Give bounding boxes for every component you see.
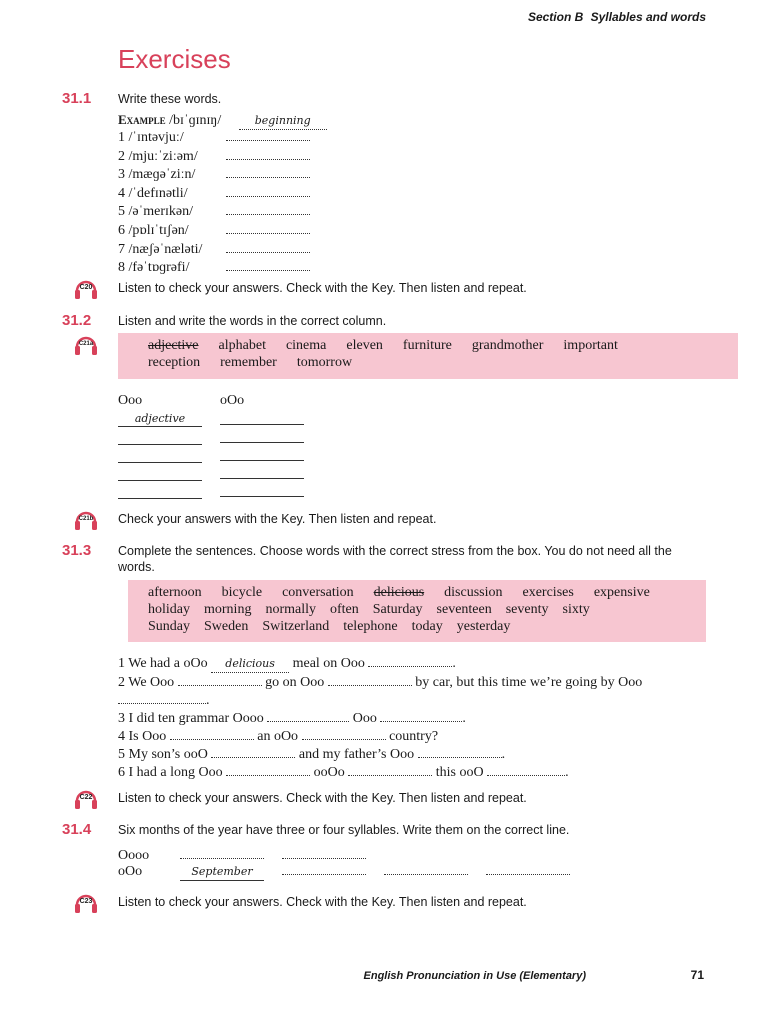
word-box-item: discussion bbox=[444, 585, 503, 600]
answer-blank[interactable] bbox=[226, 221, 310, 234]
svg-text:C21a: C21a bbox=[78, 341, 94, 347]
phonetic-item: 4 /ˈdefɪnətli/ bbox=[118, 184, 310, 203]
answer-blank[interactable] bbox=[487, 763, 565, 776]
word-box-item: sixty bbox=[562, 602, 590, 617]
word-box-item: remember bbox=[220, 355, 277, 370]
word-box-item: conversation bbox=[282, 585, 354, 600]
header-section: Section B bbox=[527, 10, 584, 24]
column-blank[interactable] bbox=[118, 486, 202, 499]
answer-blank[interactable] bbox=[368, 654, 452, 667]
audio-track-c21a[interactable] bbox=[74, 333, 98, 364]
headphones-icon bbox=[74, 891, 98, 917]
answer-blank[interactable] bbox=[282, 862, 366, 875]
answer-blank[interactable] bbox=[226, 165, 310, 178]
audio-track-c21b[interactable] bbox=[74, 508, 98, 539]
answer-blank[interactable] bbox=[226, 202, 310, 215]
sentence-2: 2 We Ooo go on Ooo by car, but this time we’re going by Ooo bbox=[118, 675, 643, 690]
svg-text:C23: C23 bbox=[79, 898, 93, 905]
word-box-item: reception bbox=[148, 355, 201, 370]
column-blank[interactable] bbox=[118, 468, 202, 481]
header-topic: Syllables and words bbox=[590, 10, 706, 24]
exercise-number-31-3: 31.3 bbox=[62, 542, 92, 559]
listen-instruction: Listen to check your answers. Check with the Key. Then listen and repeat. bbox=[118, 281, 527, 295]
answer-blank[interactable] bbox=[302, 727, 386, 740]
page-title: Exercises bbox=[118, 44, 231, 74]
stress-row-ooo: oOo September bbox=[118, 862, 570, 881]
word-box-item: today bbox=[411, 619, 443, 634]
word-box-item: important bbox=[563, 338, 618, 353]
column-blank[interactable] bbox=[118, 450, 202, 463]
phonetic-item: 1 /ˈɪntəvjuː/ bbox=[118, 128, 310, 147]
sentence-1: 1 We had a oOo delicious meal on Ooo . bbox=[118, 656, 456, 671]
column-ooo bbox=[118, 393, 202, 504]
sentence-5: 5 My son’s ooO and my father’s Ooo . bbox=[118, 747, 506, 762]
sentence-6: 6 I had a long Ooo ooOo this ooO . bbox=[118, 765, 569, 780]
answer-blank[interactable] bbox=[282, 846, 366, 859]
phonetic-item: 3 /mæɡəˈziːn/ bbox=[118, 165, 310, 184]
column-answer-field[interactable]: adjective bbox=[118, 411, 202, 427]
sentence-3: 3 I did ten grammar Oooo Ooo . bbox=[118, 711, 466, 726]
word-box-item: bicycle bbox=[221, 585, 263, 600]
headphones-icon bbox=[74, 508, 98, 534]
phonetic-item: 7 /næʃəˈnæləti/ bbox=[118, 240, 310, 259]
exercise-number-31-1: 31.1 bbox=[62, 90, 92, 107]
word-box-item: afternoon bbox=[148, 585, 202, 600]
answer-blank[interactable] bbox=[226, 184, 310, 197]
answer-blank[interactable] bbox=[211, 745, 295, 758]
answer-blank[interactable] bbox=[384, 862, 468, 875]
word-box-item: tomorrow bbox=[296, 355, 353, 370]
answer-blank[interactable] bbox=[348, 763, 432, 776]
audio-track-c20[interactable] bbox=[74, 277, 98, 308]
word-box-item: seventeen bbox=[436, 602, 492, 617]
example-label: Example bbox=[118, 112, 166, 127]
answer-blank[interactable] bbox=[328, 673, 412, 686]
exercise-number-31-4: 31.4 bbox=[62, 821, 92, 838]
phonetic-item: 5 /əˈmerɪkən/ bbox=[118, 202, 310, 221]
word-box-item: often bbox=[330, 602, 359, 617]
word-box-item: furniture bbox=[402, 338, 452, 353]
word-box-item: yesterday bbox=[456, 619, 511, 634]
answer-blank[interactable] bbox=[118, 691, 206, 704]
answer-blank[interactable] bbox=[170, 727, 254, 740]
answer-blank[interactable] bbox=[267, 709, 349, 722]
exercise-instruction-31-2: Listen and write the words in the correct column. bbox=[118, 314, 387, 328]
answer-blank[interactable] bbox=[486, 862, 570, 875]
word-box-item: morning bbox=[204, 602, 252, 617]
headphones-icon bbox=[74, 787, 98, 813]
word-box-item: Sweden bbox=[204, 619, 249, 634]
sentence-list bbox=[118, 654, 718, 781]
word-box-item: expensive bbox=[593, 585, 650, 600]
exercise-instruction-31-1: Write these words. bbox=[118, 92, 222, 106]
column-blank[interactable] bbox=[220, 430, 304, 443]
headphones-icon bbox=[74, 333, 98, 359]
column-blank[interactable] bbox=[220, 484, 304, 497]
audio-track-c22[interactable] bbox=[74, 787, 98, 818]
word-box-item: exercises bbox=[522, 585, 574, 600]
running-header bbox=[528, 10, 706, 24]
sentence-2-cont: . bbox=[118, 691, 718, 709]
answer-blank[interactable] bbox=[226, 128, 310, 141]
word-box-item: holiday bbox=[148, 602, 190, 617]
answer-blank[interactable] bbox=[226, 763, 310, 776]
column-blank[interactable] bbox=[220, 466, 304, 479]
phonetic-item: 2 /mjuːˈziːəm/ bbox=[118, 147, 310, 166]
answer-blank[interactable] bbox=[226, 240, 310, 253]
word-box-item: grandmother bbox=[471, 338, 544, 353]
word-box-item: seventy bbox=[505, 602, 549, 617]
word-box-31-3 bbox=[128, 580, 706, 642]
column-heading: oOo bbox=[220, 393, 245, 408]
answer-blank[interactable] bbox=[226, 258, 310, 271]
phonetic-item: 6 /pɒlɪˈtɪʃən/ bbox=[118, 221, 310, 240]
word-box-item: cinema bbox=[285, 338, 327, 353]
exercise-number-31-2: 31.2 bbox=[62, 312, 92, 329]
word-box-item: normally bbox=[265, 602, 316, 617]
exercise-instruction-31-4: Six months of the year have three or four syllables. Write them on the correct line. bbox=[118, 823, 570, 837]
listen-instruction: Listen to check your answers. Check with the Key. Then listen and repeat. bbox=[118, 895, 527, 909]
sentence-4: 4 Is Ooo an oOo country? bbox=[118, 729, 439, 744]
word-box-item: Sunday bbox=[148, 619, 190, 634]
stress-row-oooo: Oooo bbox=[118, 846, 366, 864]
svg-text:C21b: C21b bbox=[78, 516, 94, 522]
headphones-icon bbox=[74, 277, 98, 303]
svg-text:C22: C22 bbox=[79, 794, 93, 801]
answer-field[interactable]: September bbox=[180, 864, 264, 881]
answer-blank[interactable] bbox=[178, 673, 262, 686]
phonetic-item: 8 /fəˈtɒɡrəfi/ bbox=[118, 258, 310, 277]
answer-blank[interactable] bbox=[418, 745, 502, 758]
word-box-item: delicious bbox=[373, 585, 425, 600]
phonetic-list bbox=[118, 128, 310, 277]
column-blank[interactable] bbox=[118, 432, 202, 445]
column-blank[interactable] bbox=[220, 412, 304, 425]
word-box-item: eleven bbox=[346, 338, 383, 353]
word-box-31-2 bbox=[118, 333, 738, 379]
page-number: 71 bbox=[690, 968, 704, 982]
word-box-item: Saturday bbox=[372, 602, 423, 617]
answer-blank[interactable] bbox=[380, 709, 462, 722]
column-blank[interactable] bbox=[220, 448, 304, 461]
audio-track-c23[interactable] bbox=[74, 891, 98, 922]
word-box-item: telephone bbox=[343, 619, 398, 634]
example-phonetic: /bɪˈɡɪnɪŋ/ bbox=[169, 113, 222, 128]
answer-blank[interactable] bbox=[180, 846, 264, 859]
footer-book-title: English Pronunciation in Use (Elementary) bbox=[363, 970, 586, 982]
word-box-item: alphabet bbox=[218, 338, 266, 353]
answer-field[interactable]: delicious bbox=[211, 655, 289, 673]
word-box-item: Switzerland bbox=[262, 619, 330, 634]
example-answer: beginning bbox=[254, 114, 311, 127]
check-instruction: Check your answers with the Key. Then listen and repeat. bbox=[118, 512, 437, 526]
exercise-instruction-31-3: Complete the sentences. Choose words with the correct stress from the box. You do not need all the words. bbox=[118, 544, 672, 574]
column-heading: Ooo bbox=[118, 393, 143, 408]
column-oOo bbox=[220, 393, 304, 502]
listen-instruction: Listen to check your answers. Check with the Key. Then listen and repeat. bbox=[118, 791, 527, 805]
word-box-item: adjective bbox=[148, 338, 199, 353]
svg-text:C20: C20 bbox=[79, 284, 93, 291]
answer-blank[interactable] bbox=[226, 147, 310, 160]
